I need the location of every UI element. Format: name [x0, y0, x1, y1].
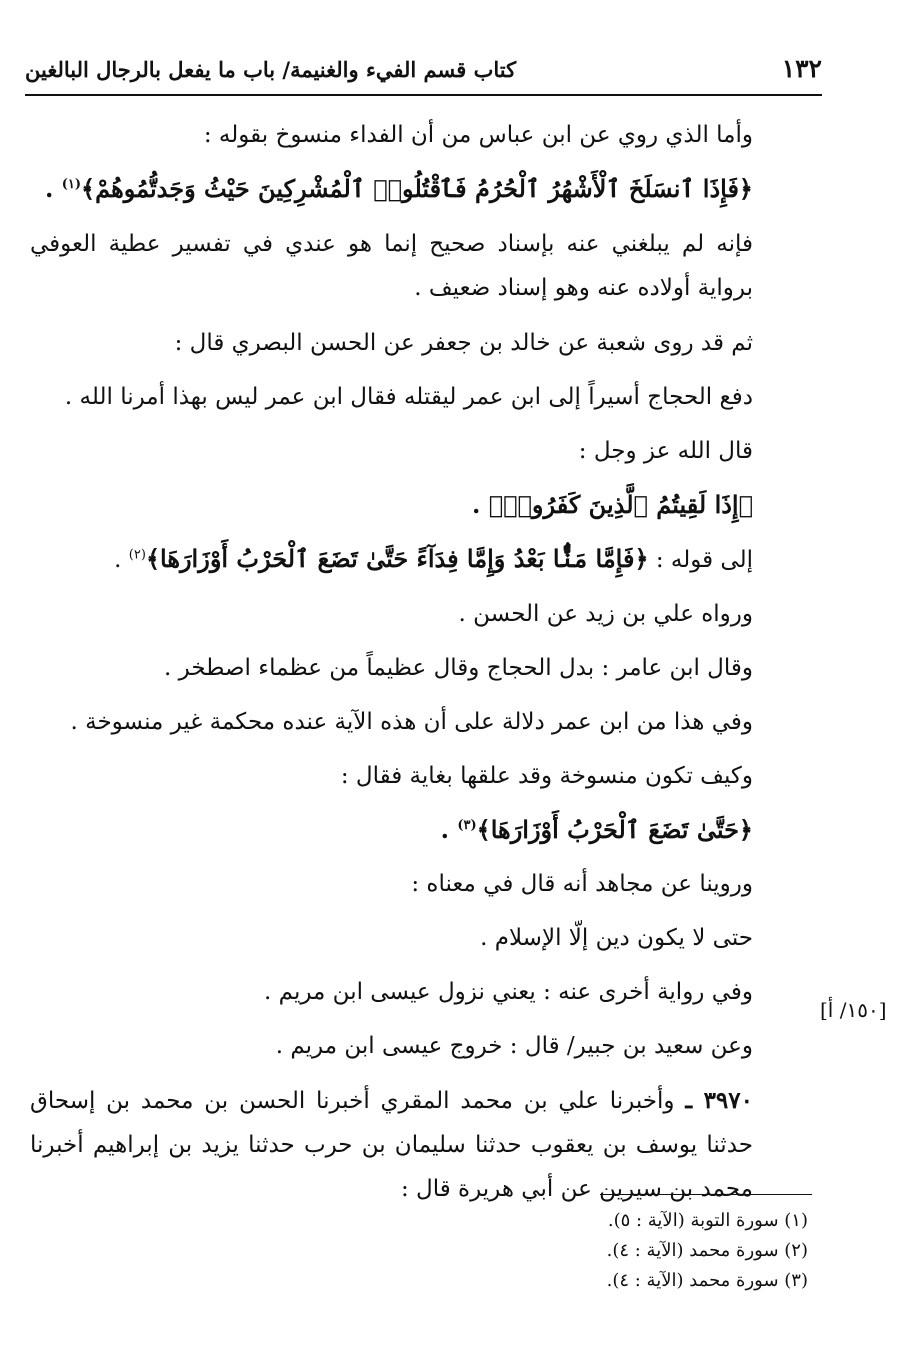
footnote: (٣) سورة محمد (الآية : ٤). [606, 1270, 808, 1291]
paragraph: ثم قد روى شعبة عن خالد بن جعفر عن الحسن البصري قال : [174, 330, 753, 356]
footnote: (٢) سورة محمد (الآية : ٤). [606, 1240, 808, 1261]
paragraph: وفي رواية أخرى عنه : يعني نزول عيسى ابن مريم . [264, 979, 753, 1005]
running-title: كتاب قسم الفيء والغنيمة/ باب ما يفعل بالرجال البالغين [25, 57, 517, 82]
footnote-marker: (١) [61, 177, 82, 192]
quran-verse [30, 484, 810, 526]
verse-text: ﴿إِذَا لَقِيتُمُ ٱلَّذِينَ كَفَرُوا۟﴾ [488, 490, 753, 519]
verse-end: . [472, 490, 489, 519]
quran-verse [30, 809, 810, 851]
paragraph: ورواه علي بن زيد عن الحسن . [458, 601, 753, 627]
page-header [25, 48, 822, 96]
page-number: ١٣٢ [781, 54, 822, 83]
main-text [30, 114, 810, 1223]
footnotes [30, 1206, 810, 1296]
footnote-marker: (٣) [457, 818, 477, 833]
paragraph: قال الله عز وجل : [578, 438, 753, 464]
paragraph: فإنه لم يبلغني عنه بإسناد صحيح إنما هو عندي في تفسير عطية العوفي برواية أولاده عنه وهو إسناد ضعيف . [30, 231, 753, 301]
verse-text: ﴿فَإِمَّا مَنًّۢا بَعْدُ وَإِمَّا فِدَآءً حَتَّىٰ تَضَعَ ٱلْحَرْبُ أَوْزَارَهَا﴾ [145, 544, 649, 573]
paragraph: وعن سعيد بن جبير/ قال : خروج عيسى ابن مريم . [275, 1033, 753, 1059]
hadith-text: وأخبرنا علي بن محمد المقري أخبرنا الحسن بن محمد بن إسحاق حدثنا يوسف بن يعقوب حدثنا سليمان بن حرب حدثنا يزيد بن إبراهيم أخبرنا محمد بن سيرين عن أبي هريرة قال : [30, 1088, 753, 1202]
paragraph: وقال ابن عامر : بدل الحجاج وقال عظيماً من عظماء اصطخر . [164, 655, 753, 681]
paragraph: وروينا عن مجاهد أنه قال في معناه : [411, 871, 753, 897]
quran-verse [30, 168, 810, 210]
verse-end: . [114, 547, 129, 573]
paragraph: دفع الحجاج أسيراً إلى ابن عمر ليقتله فقال ابن عمر ليس بهذا أمرنا الله . [64, 384, 753, 410]
footnote: (١) سورة التوبة (الآية : ٥). [607, 1210, 808, 1231]
paragraph: وأما الذي روي عن ابن عباس من أن الفداء منسوخ بقوله : [203, 122, 753, 148]
verse-intro: إلى قوله : [648, 547, 753, 573]
hadith-number: ٣٩٧٠ ـ [685, 1087, 753, 1114]
paragraph: وكيف تكون منسوخة وقد علقها بغاية فقال : [340, 763, 753, 789]
paragraph: حتى لا يكون دين إلّا الإسلام . [480, 925, 753, 951]
paragraph: وفي هذا من ابن عمر دلالة على أن هذه الآية عنده محكمة غير منسوخة . [70, 709, 753, 735]
verse-text: ﴿حَتَّىٰ تَضَعَ ٱلْحَرْبُ أَوْزَارَهَا﴾ [476, 815, 753, 844]
verse-end: . [45, 174, 62, 203]
footnote-divider [600, 1194, 812, 1195]
verse-end: . [440, 815, 458, 844]
verse-text: ﴿فَإِذَا ٱنسَلَخَ ٱلْأَشْهُرُ ٱلْحُرُمُ فَٱقْتُلُوا۟ ٱلْمُشْرِكِينَ حَيْثُ وَجَدتُّمُوهُمْ﴾ [81, 174, 753, 203]
hadith-paragraph [30, 1079, 810, 1211]
footnote-marker: (٢) [128, 547, 146, 563]
paragraph-with-verse [30, 538, 810, 581]
manuscript-folio-note: [١٥٠/ أ] [820, 998, 887, 1022]
